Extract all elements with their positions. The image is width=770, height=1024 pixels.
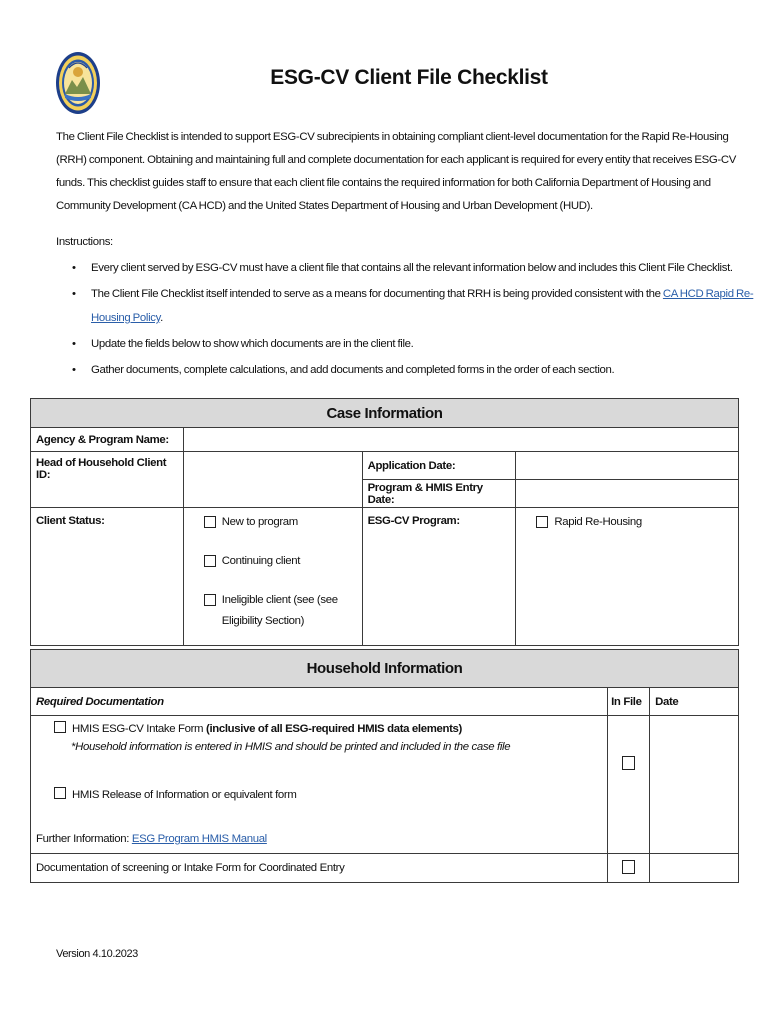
intro-line: funds. This checklist guides staff to ensure that each client file contains the required information for both California Department of Housing and [56,177,711,189]
checkbox-icon[interactable] [536,516,548,528]
option-label: Ineligible client (see (see [221,594,338,606]
agency-program-label: Agency & Program Name: [31,428,184,452]
further-label: Further Information: [36,833,132,845]
checkbox-icon[interactable] [54,787,66,799]
intro-line: (RRH) component. Obtaining and maintaining full and complete documentation for each applicant is required for every entity that receives ESG-CV [56,154,736,166]
bullet-icon: • [72,364,76,376]
head-of-household-label: Head of Household Client ID: [31,452,184,508]
bullet-text: Every client served by ESG-CV must have a client file that contains all the relevant information below and includes this Client File Checklist. [91,262,733,274]
entry-date-label: Program & HMIS Entry Date: [362,480,516,508]
bullet-text: Update the fields below to show which documents are in the client file. [91,338,414,350]
option-label: Continuing client [221,555,301,567]
checkbox-icon[interactable] [204,594,216,606]
instructions-label: Instructions: [56,236,113,248]
head-of-household-id-field[interactable] [183,452,362,508]
intro-paragraph [56,126,736,218]
hmis-release-item [36,786,602,804]
table-row-coordinated-entry: Documentation of screening or Intake Form for Coordinated Entry [31,854,608,883]
hmis-intake-item [36,720,602,738]
option-label: New to program [221,516,298,528]
option-label: Rapid Re-Housing [554,516,642,528]
date-cell[interactable] [650,716,739,854]
in-file-checkbox[interactable] [622,860,635,874]
table-row-hmis-docs [31,716,608,854]
household-information-header: Household Information [31,650,739,688]
further-information [36,830,602,848]
bullet-icon: • [72,338,76,350]
version-footer: Version 4.10.2023 [56,948,138,960]
case-information-table [30,398,739,646]
bullet-icon: • [72,262,76,274]
option-label-cont: Eligibility Section) [221,615,305,627]
client-status-label: Client Status: [31,508,184,646]
bullet-text-end: . [160,312,163,324]
application-date-field[interactable] [516,452,739,480]
page-title: ESG-CV Client File Checklist [270,66,548,89]
status-option-continuing[interactable] [204,551,357,572]
agency-program-field[interactable] [183,428,738,452]
date-header: Date [650,688,739,716]
item-label: HMIS ESG-CV Intake Form [72,723,207,735]
intro-line: Community Development (CA HCD) and the United States Department of Housing and Urban Development (HUD). [56,200,593,212]
status-option-new[interactable] [204,512,357,533]
in-file-checkbox[interactable] [622,756,635,770]
in-file-header: In File [608,688,650,716]
date-cell[interactable] [650,854,739,883]
case-information-header: Case Information [31,399,739,428]
esg-cv-program-options [516,508,739,646]
bullet-text [91,288,753,300]
item-label: HMIS Release of Information or equivalent form [72,789,297,801]
client-status-options [183,508,362,646]
item-label-bold: (inclusive of all ESG-required HMIS data elements) [206,723,462,735]
in-file-cell [608,854,650,883]
checkbox-icon[interactable] [54,721,66,733]
bullet-text [91,312,163,324]
checkbox-icon[interactable] [204,516,216,528]
status-option-ineligible[interactable] [204,590,357,632]
esg-hmis-manual-link[interactable]: ESG Program HMIS Manual [131,833,267,845]
ca-hcd-rrh-policy-link-cont[interactable]: Housing Policy [91,312,161,324]
entry-date-field[interactable] [516,480,739,508]
esg-cv-program-label: ESG-CV Program: [362,508,516,646]
intro-line: The Client File Checklist is intended to support ESG-CV subrecipients in obtaining compliant client-level documentation for the Rapid Re-Housing [56,131,729,143]
bullet-text-part: The Client File Checklist itself intended to serve as a means for documenting that RRH is being provided consistent with the [91,288,663,300]
checkbox-icon[interactable] [204,555,216,567]
household-information-table [30,649,739,883]
in-file-cell [608,716,650,854]
bullet-text: Gather documents, complete calculations, and add documents and completed forms in the order of each section. [91,364,615,376]
household-note: *Household information is entered in HMIS and should be printed and included in the case file [71,741,511,753]
required-documentation-header: Required Documentation [31,688,608,716]
ca-hcd-rrh-policy-link[interactable]: CA HCD Rapid Re- [662,288,754,300]
application-date-label: Application Date: [362,452,516,480]
program-option-rrh[interactable] [536,512,733,533]
bullet-icon: • [72,288,76,300]
